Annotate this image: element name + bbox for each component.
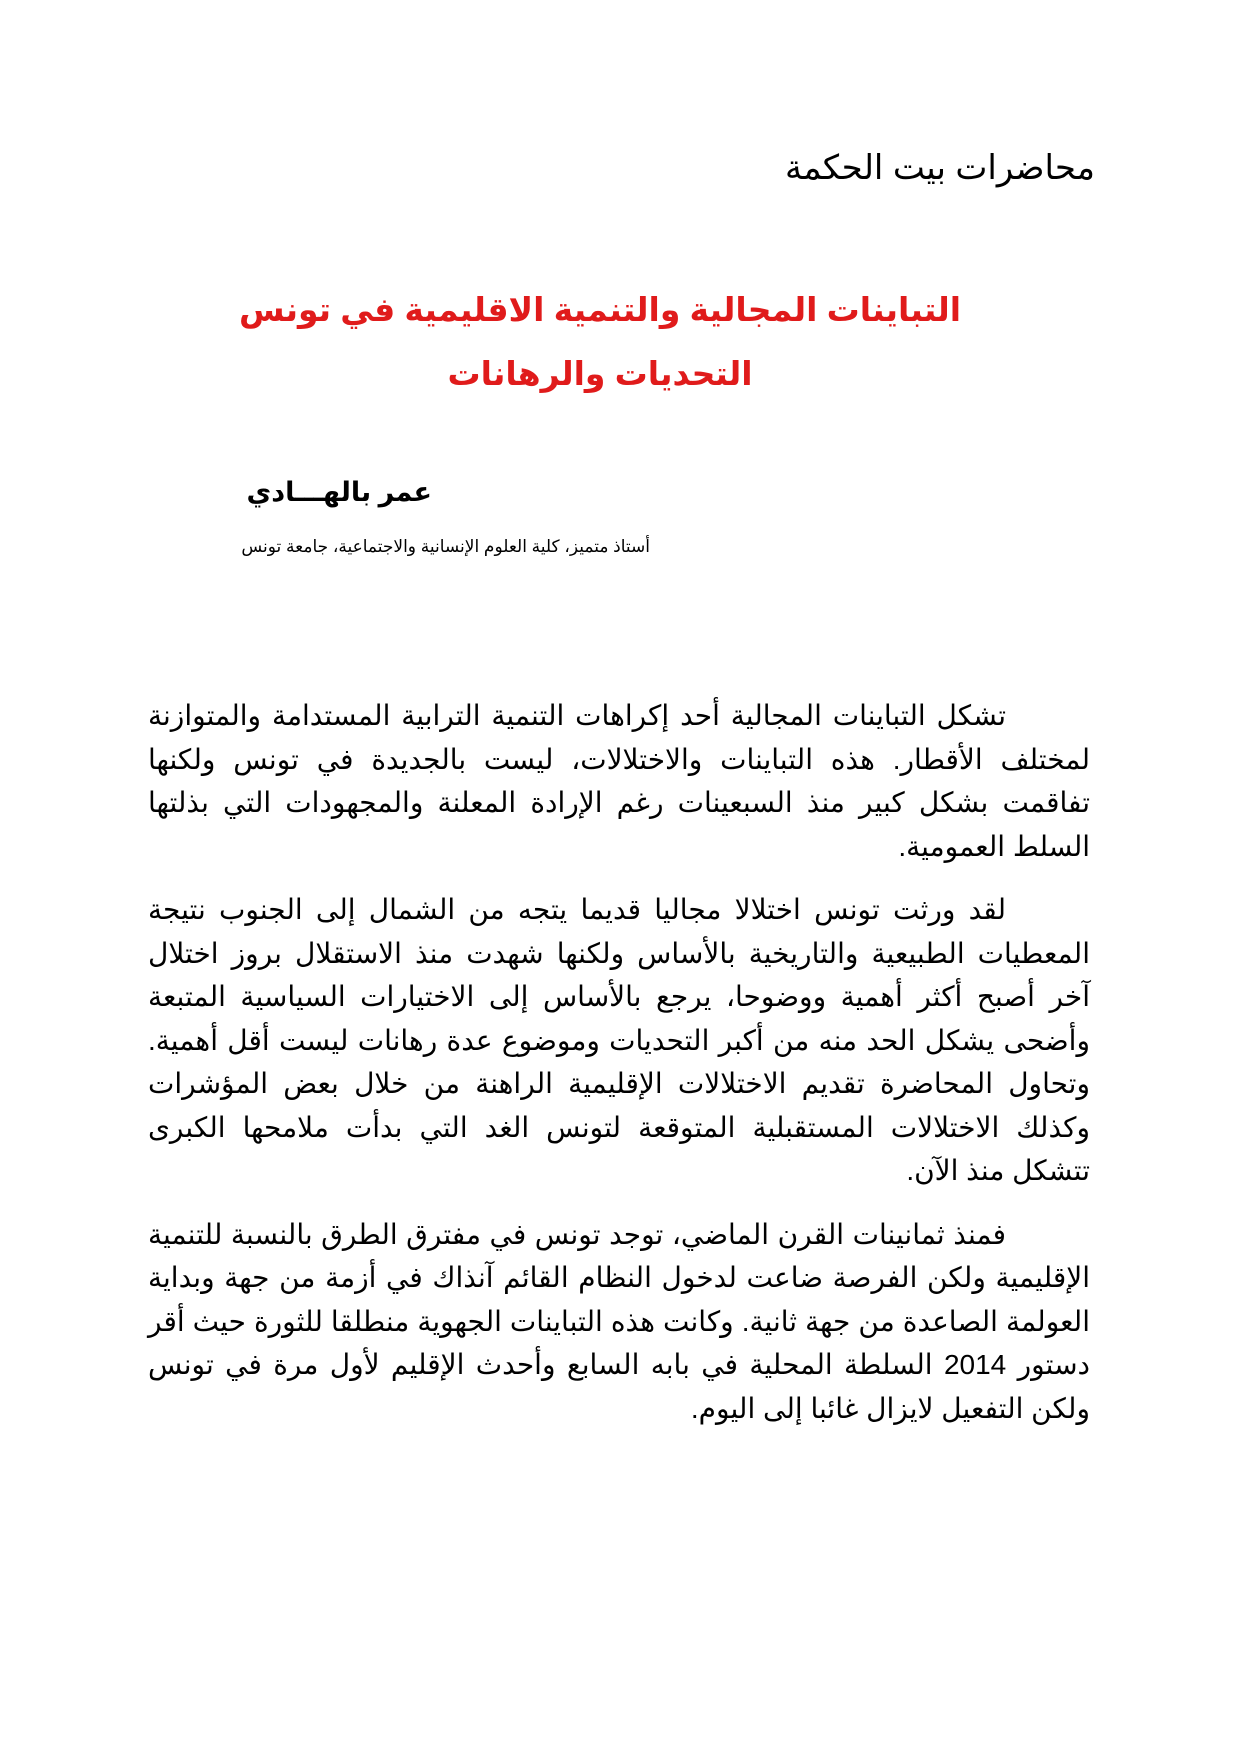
paragraph-2: لقد ورثت تونس اختلالا مجاليا قديما يتجه من الشمال إلى الجنوب نتيجة المعطيات الطبيعية والتاريخية بالأساس ولكنها شهدت منذ الاستقلال بروز اختلال آخر أصبح أكثر أهمية ووضوحا، يرجع بالأساس إلى الاختيارات السياسية المتبعة وأضحى يشكل الحد منه من أكبر التحديات وموضوع عدة رهانات ليست أقل أهمية. وتحاول المحاضرة تقديم الاختلالات الإقليمية الراهنة من خلال بعض المؤشرات وكذلك الاختلالات المستقبلية المتوقعة لتونس الغد التي بدأت ملامحها الكبرى تتشكل منذ الآن.: [148, 894, 1090, 1186]
body-text: [148, 694, 1090, 1450]
author-affiliation: أستاذ متميز، كلية العلوم الإنسانية والاجتماعية، جامعة تونس: [241, 537, 650, 556]
title-line-2: التحديات والرهانات: [447, 355, 753, 392]
series-title: محاضرات بيت الحكمة: [784, 149, 1095, 187]
document-title: [200, 278, 1000, 406]
title-line-1: التباينات المجالية والتنمية الاقليمية في تونس: [238, 291, 962, 328]
paragraph-3: فمنذ ثمانينات القرن الماضي، توجد تونس في مفترق الطرق بالنسبة للتنمية الإقليمية ولكن الفرصة ضاعت لدخول النظام القائم آنذاك في أزمة من جهة وبداية العولمة الصاعدة من جهة ثانية. وكانت هذه التباينات الجهوية منطلقا للثورة حيث أقر دستور 2014 السلطة المحلية في بابه السابع وأحدث الإقليم لأول مرة في تونس ولكن التفعيل لايزال غائبا إلى اليوم.: [148, 1218, 1090, 1424]
author-name: عمر بالهـــادي: [246, 477, 432, 507]
paragraph-1: تشكل التباينات المجالية أحد إكراهات التنمية الترابية المستدامة والمتوازنة لمختلف الأقطار. هذه التباينات والاختلالات، ليست بالجديدة في تونس ولكنها تفاقمت بشكل كبير منذ السبعينات رغم الإرادة المعلنة والمجهودات التي بذلتها السلط العمومية.: [148, 700, 1090, 862]
